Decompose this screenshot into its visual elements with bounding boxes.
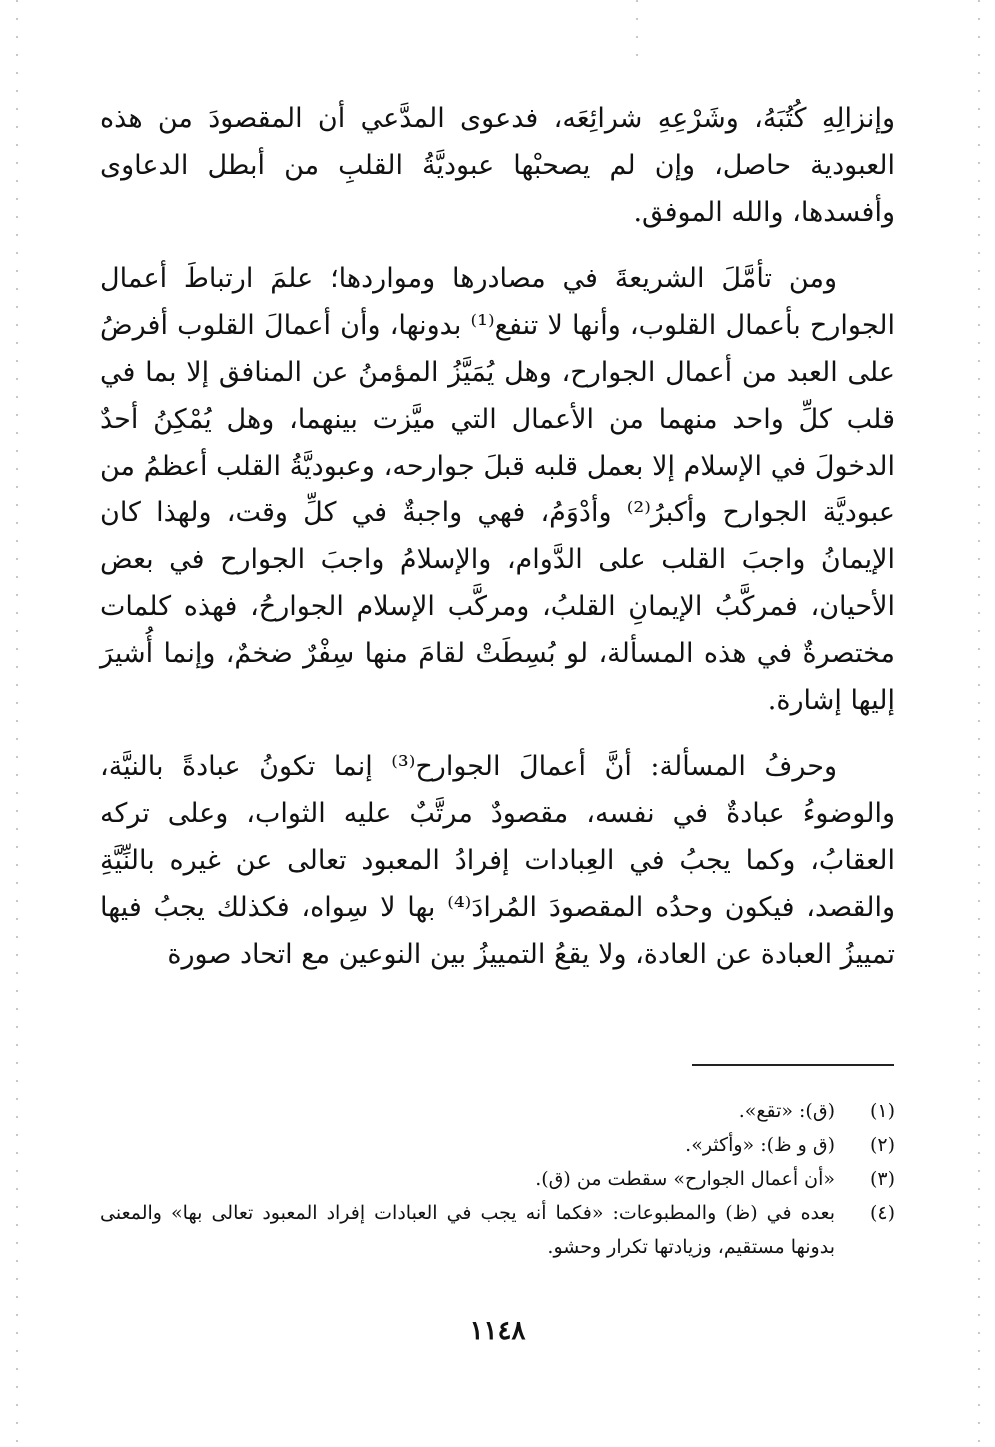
footnote-text: (ق و ظ): «وأكثر». (685, 1134, 835, 1156)
footnote-text: بعده في (ظ) والمطبوعات: «فكما أنه يجب في العبادات إفراد المعبود تعالى بها» والمعنى بدونها مستقيم، وزيادتها تكرار وحشو. (100, 1202, 835, 1258)
footnote-number: (١) (869, 1100, 895, 1122)
paragraph-3: وحرفُ المسألة: أنَّ أعمالَ الجوارح⁽³⁾ إنما تكونُ عبادةً بالنيَّة، والوضوءُ عبادةٌ في نفسه، مقصودٌ مرتَّبٌ عليه الثواب، وعلى تركه العقابُ، وكما يجبُ في العِبادات إفرادُ المعبود تعالى عن غيره بالنِّيَّةِ والقصد، فيكون وحدُه المقصودَ المُرادَ⁽⁴⁾ بها لا سِواه، فكذلك يجبُ فيها تمييزُ العبادة عن العادة، ولا يقعُ التمييزُ بين النوعين مع اتحاد صورة (100, 751, 895, 970)
footnote-text: «أن أعمال الجوارح» سقطت من (ق). (535, 1168, 835, 1190)
page-number: ١١٤٨ (469, 1316, 526, 1346)
footnotes (100, 1094, 895, 1264)
scan-fold-mark (636, 0, 638, 60)
paragraph-2: ومن تأمَّلَ الشريعةَ في مصادرها ومواردها؛ علمَ ارتباطَ أعمال الجوارح بأعمال القلوب، وأنها لا تنفع⁽¹⁾ بدونها، وأن أعمالَ القلوب أفرضُ على العبد من أعمال الجوارح، وهل يُمَيَّزُ المؤمنُ عن المنافق إلا بما في قلب كلِّ واحد منهما من الأعمال التي ميَّزت بينهما، وهل يُمْكِنُ أحدٌ الدخولَ في الإسلام إلا بعمل قلبه قبلَ جوارحه، وعبوديَّةُ القلب أعظمُ من عبوديَّة الجوارح وأكبرُ⁽²⁾ وأدْوَمُ، فهي واجبةٌ في كلِّ وقت، ولهذا كان الإيمانُ واجبَ القلب على الدَّوام، والإسلامُ واجبَ الجوارح في بعض الأحيان، فمركَّبُ الإيمانِ القلبُ، ومركَّب الإسلام الجوارحُ، فهذه كلمات مختصرةٌ في هذه المسألة، لو بُسِطَتْ لقامَ منها سِفْرٌ ضخمٌ، وإنما أُشيرَ إليها إشارة. (100, 263, 896, 716)
footnote-separator (692, 1064, 894, 1066)
scan-edge-right (978, 0, 980, 1447)
scan-edge-left (16, 0, 18, 1447)
footnote-number: (٢) (869, 1134, 895, 1156)
main-text (100, 96, 895, 978)
footnote-number: (٤) (869, 1202, 895, 1224)
footnote-text: (ق): «تقع». (738, 1100, 835, 1122)
footnote-number: (٣) (869, 1168, 895, 1190)
paragraph-1: وإنزالِهِ كُتُبَهُ، وشَرْعِهِ شرائِعَه، فدعوى المدَّعي أن المقصودَ من هذه العبودية حاصل، وإن لم يصحبْها عبوديَّةُ القلبِ من أبطل الدعاوى وأفسدها، والله الموفق. (100, 103, 895, 228)
footnote-1 (100, 1094, 895, 1128)
footnote-4 (100, 1196, 895, 1264)
footnote-2 (100, 1128, 895, 1162)
footnote-3 (100, 1162, 895, 1196)
